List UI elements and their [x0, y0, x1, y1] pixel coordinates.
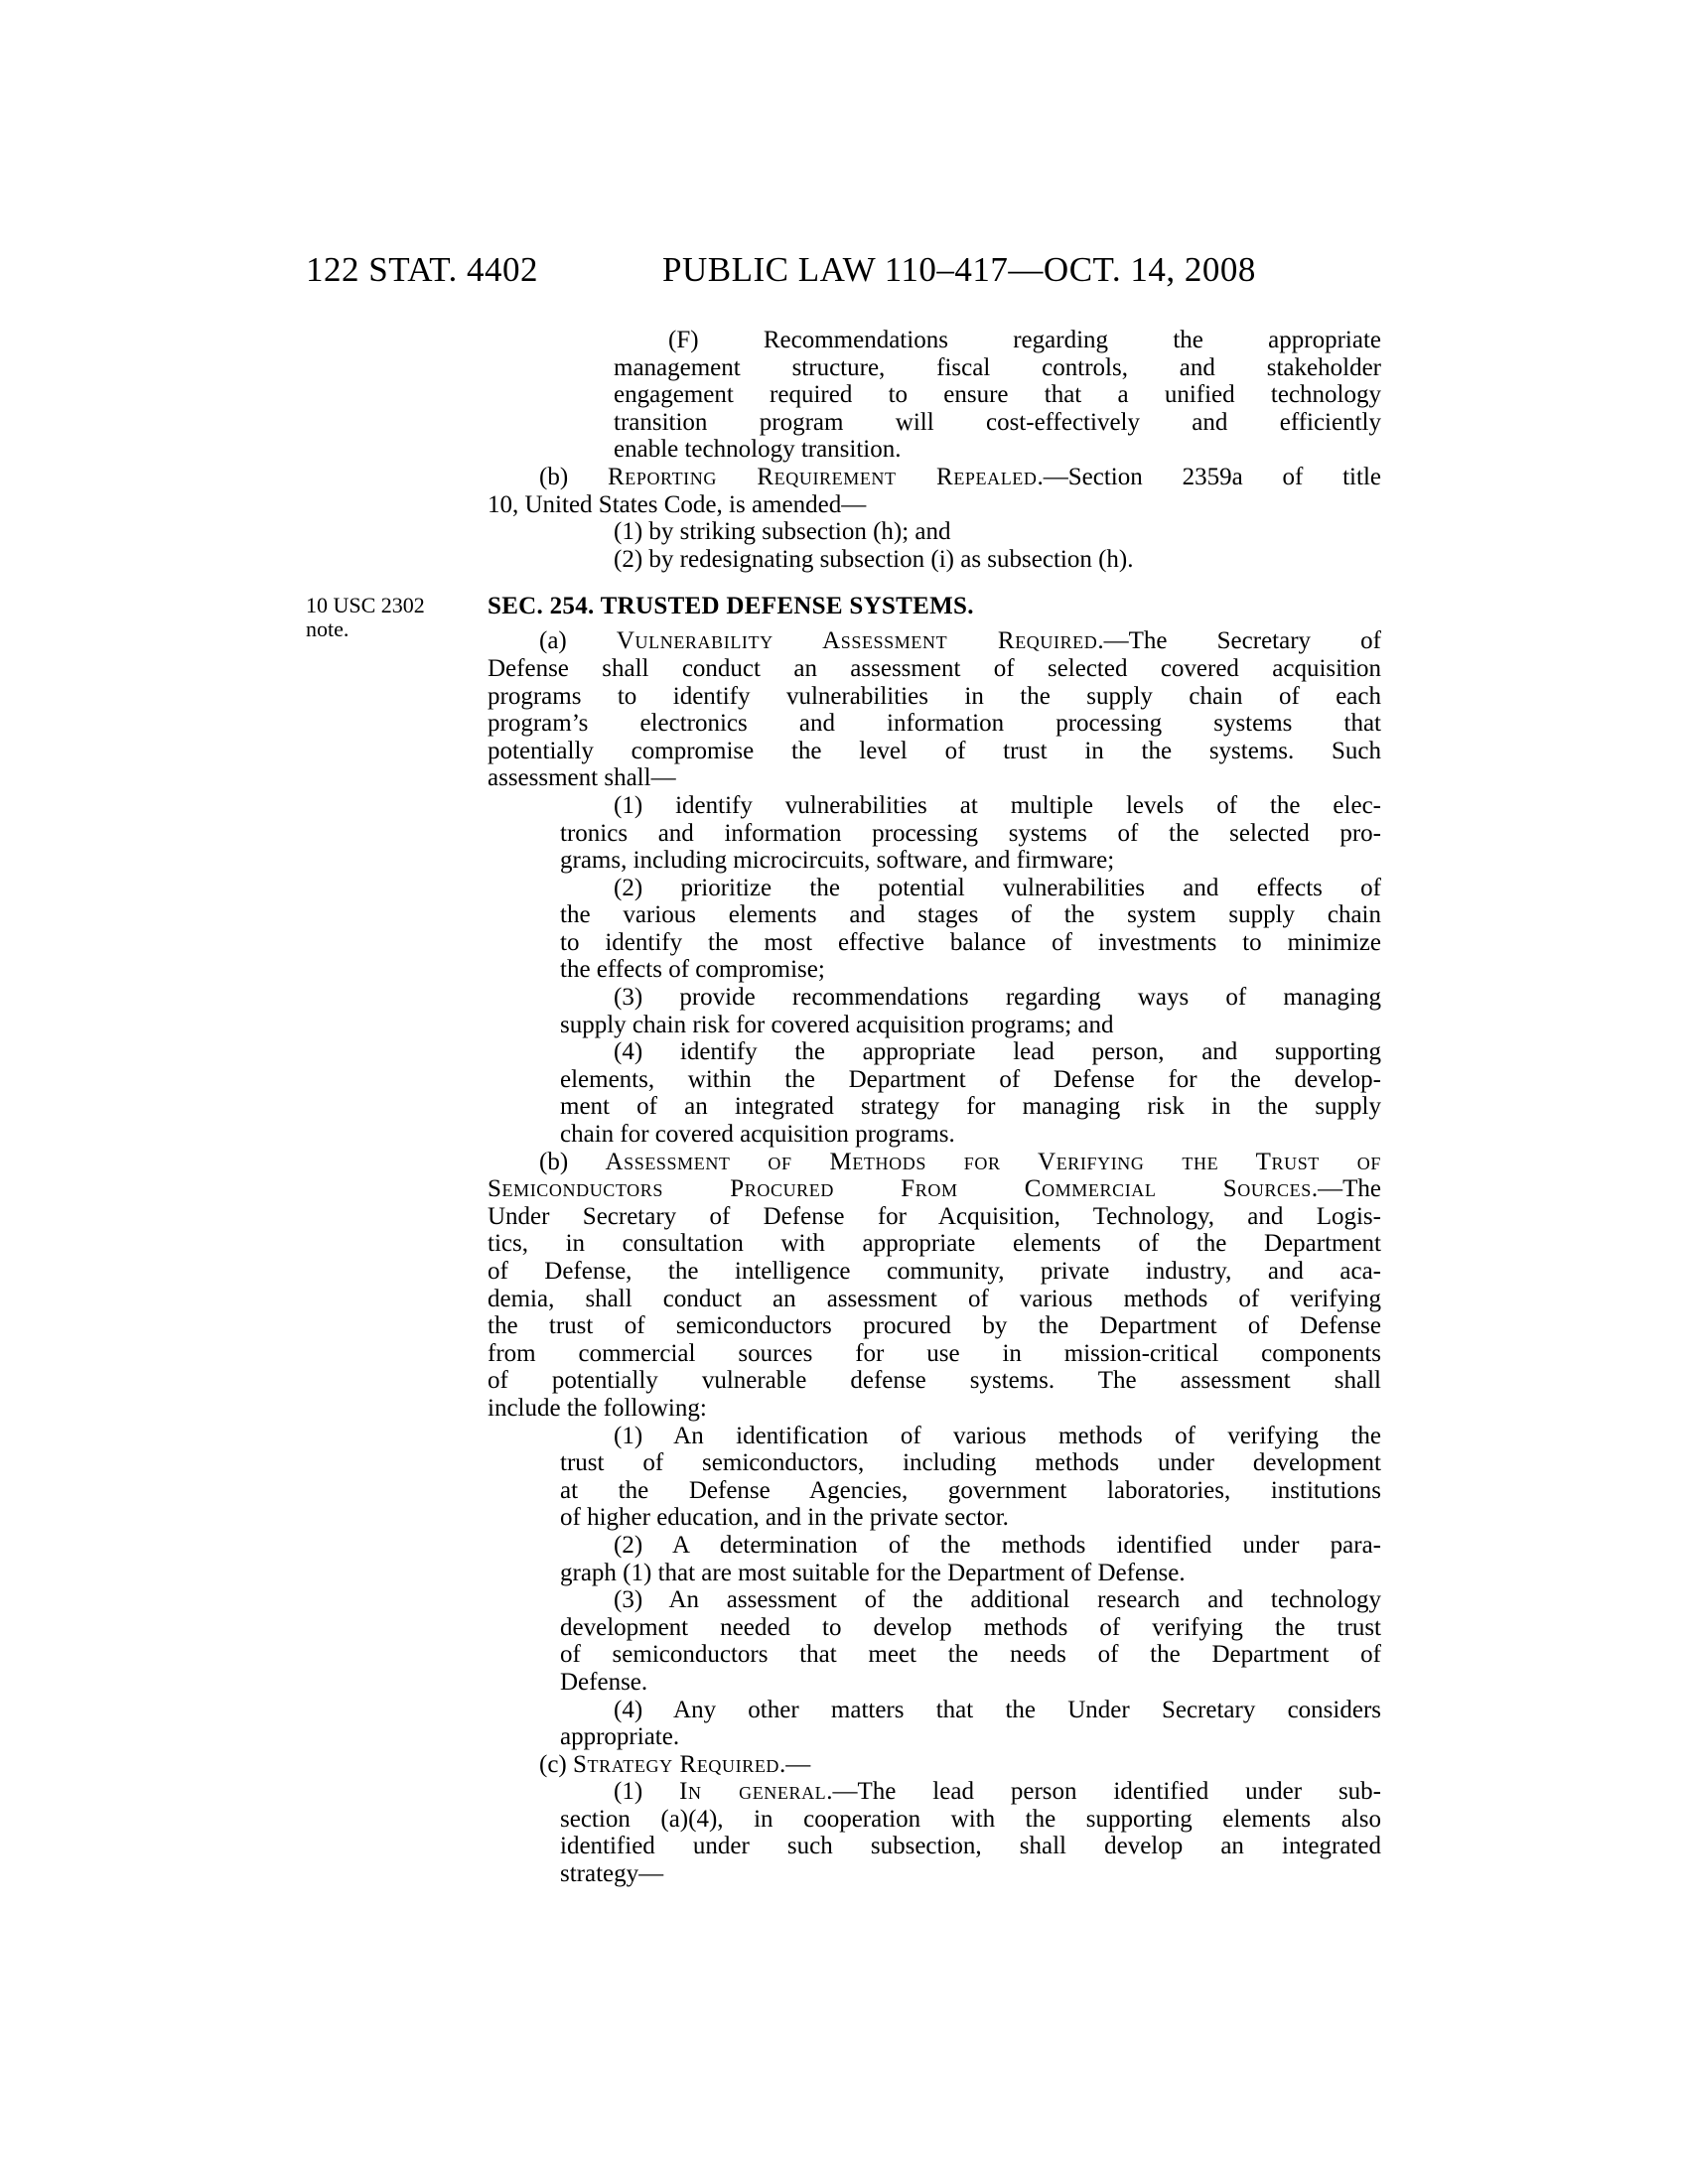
- text-line: [488, 1697, 1381, 1724]
- page-number-stat-citation: 122 STAT. 4402: [306, 250, 538, 289]
- text-line: [488, 1477, 1381, 1505]
- text-segment: (3) provide recommendations regarding ways of managing: [614, 984, 1381, 1012]
- text-segment: demia, shall conduct an assessment of various methods of verifying: [488, 1285, 1381, 1312]
- text-line: [488, 1203, 1381, 1231]
- text-segment: ment of an integrated strategy for managing risk in the supply: [560, 1093, 1381, 1121]
- text-line: [488, 847, 1381, 875]
- paragraph: [488, 546, 1381, 574]
- text-line: [488, 1286, 1381, 1313]
- paragraph: [488, 1149, 1381, 1423]
- text-segment: (4) identify the appropriate lead person, and supporting: [614, 1038, 1381, 1066]
- text-line: [488, 1258, 1381, 1286]
- public-law-running-head: PUBLIC LAW 110–417—OCT. 14, 2008: [662, 250, 1256, 289]
- text-segment: from commercial sources for use in mission-critical components: [488, 1339, 1381, 1367]
- text-segment: .—The Secretary of: [1097, 627, 1382, 655]
- text-line: [488, 655, 1381, 683]
- paragraph: [488, 875, 1381, 984]
- text-segment: elements, within the Department of Defense for the develop-: [560, 1065, 1381, 1093]
- text-line: [488, 354, 1381, 382]
- text-line: [488, 875, 1381, 902]
- text-line: [488, 683, 1381, 711]
- text-line: [488, 956, 1381, 984]
- small-caps-phrase: Vulnerability Assessment Required: [616, 627, 1098, 655]
- text-segment: include the following:: [488, 1394, 707, 1422]
- text-line: [488, 1093, 1381, 1121]
- text-line: [488, 381, 1381, 409]
- text-segment: to identify the most effective balance of investments to minimize: [560, 928, 1381, 956]
- paragraph: [488, 1778, 1381, 1887]
- text-segment: (1) An identification of various methods of verifying the: [614, 1422, 1381, 1449]
- text-line: [488, 1066, 1381, 1094]
- margin-note-line-1: 10 USC 2302: [306, 593, 425, 617]
- text-segment: graph (1) that are most suitable for the Department of Defense.: [560, 1559, 1186, 1586]
- text-segment: the effects of compromise;: [560, 956, 825, 984]
- margin-note-line-2: note.: [306, 616, 350, 641]
- text-line: [488, 1038, 1381, 1066]
- text-segment: (b): [539, 463, 608, 490]
- text-line: [488, 464, 1381, 491]
- text-segment: programs to identify vulnerabilities in the supply chain of each: [488, 682, 1381, 710]
- text-segment: potentially compromise the level of trust in the systems. Such: [488, 737, 1381, 764]
- text-line: [488, 764, 1381, 792]
- text-line: [488, 820, 1381, 848]
- small-caps-phrase: Reporting Requirement Repealed: [607, 463, 1038, 490]
- paragraph: [488, 1751, 1381, 1779]
- text-segment: enable technology transition.: [614, 436, 902, 464]
- section-heading: SEC. 254. TRUSTED DEFENSE SYSTEMS.: [488, 593, 974, 620]
- text-line: [488, 1230, 1381, 1258]
- text-segment: of Defense, the intelligence community, private industry, and aca-: [488, 1258, 1381, 1285]
- text-line: [488, 1395, 1381, 1423]
- text-segment: appropriate.: [560, 1723, 680, 1751]
- paragraph: [488, 1423, 1381, 1532]
- text-segment: program’s electronics and information processing systems that: [488, 710, 1381, 738]
- text-segment: Defense.: [560, 1668, 648, 1696]
- text-line: [488, 1340, 1381, 1368]
- small-caps-phrase: In general: [679, 1778, 827, 1806]
- text-line: [488, 1012, 1381, 1039]
- paragraph: [488, 464, 1381, 518]
- text-segment: development needed to develop methods of verifying the trust: [560, 1613, 1381, 1641]
- text-segment: (2) prioritize the potential vulnerabilities and effects of: [614, 874, 1381, 901]
- text-segment: supply chain risk for covered acquisition programs; and: [560, 1011, 1114, 1038]
- text-line: [488, 1778, 1381, 1806]
- text-line: [488, 1860, 1381, 1888]
- small-caps-phrase: Semiconductors Procured From Commercial Sources: [488, 1175, 1312, 1203]
- text-line: [488, 1121, 1381, 1149]
- text-segment: .—Section 2359a of title: [1037, 463, 1381, 490]
- text-segment: at the Defense Agencies, government laboratories, institutions: [560, 1476, 1381, 1504]
- text-segment: section (a)(4), in cooperation with the supporting elements also: [560, 1805, 1381, 1833]
- text-segment: (1): [614, 1778, 680, 1806]
- text-line: [488, 1449, 1381, 1477]
- text-line: [488, 1723, 1381, 1751]
- small-caps-phrase: Strategy Required: [573, 1750, 780, 1778]
- text-line: [488, 409, 1381, 437]
- text-line: [488, 1614, 1381, 1642]
- text-segment: transition program will cost-effectively and efficiently: [614, 408, 1381, 436]
- paragraph: [488, 1038, 1381, 1148]
- paragraph: [488, 1532, 1381, 1586]
- text-line: [488, 1833, 1381, 1860]
- text-line: [488, 1423, 1381, 1450]
- text-segment: 10, United States Code, is amended—: [488, 490, 867, 518]
- text-line: [488, 491, 1381, 519]
- text-line: [488, 1806, 1381, 1834]
- paragraph: [488, 627, 1381, 792]
- text-segment: the various elements and stages of the system supply chain: [560, 901, 1381, 929]
- text-segment: (a): [539, 627, 617, 655]
- text-segment: (1) identify vulnerabilities at multiple levels of the elec-: [614, 791, 1381, 819]
- paragraph: [488, 327, 1381, 464]
- text-line: [488, 984, 1381, 1012]
- body-paragraphs: [488, 327, 1381, 1888]
- text-line: [488, 710, 1381, 738]
- text-segment: (1) by striking subsection (h); and: [614, 518, 951, 546]
- text-line: [488, 327, 1381, 354]
- text-segment: of potentially vulnerable defense systems. The assessment shall: [488, 1367, 1381, 1395]
- text-line: [488, 546, 1381, 574]
- text-line: [488, 1532, 1381, 1560]
- text-line: [488, 1149, 1381, 1176]
- text-line: [488, 901, 1381, 929]
- text-line: [488, 1504, 1381, 1532]
- text-segment: (F) Recommendations regarding the appropriate: [668, 327, 1381, 353]
- text-line: [488, 436, 1381, 464]
- text-segment: (2) by redesignating subsection (i) as subsection (h).: [614, 545, 1134, 573]
- text-segment: .—The: [1311, 1175, 1381, 1203]
- text-line: [488, 518, 1381, 546]
- text-segment: chain for covered acquisition programs.: [560, 1121, 955, 1149]
- text-segment: assessment shall—: [488, 764, 676, 792]
- text-line: [488, 738, 1381, 765]
- text-line: [488, 1669, 1381, 1697]
- text-segment: .—: [779, 1750, 811, 1778]
- text-segment: (2) A determination of the methods identified under para-: [614, 1531, 1381, 1559]
- text-segment: tronics and information processing systems of the selected pro-: [560, 819, 1381, 847]
- text-segment: grams, including microcircuits, software, and firmware;: [560, 847, 1115, 875]
- text-segment: Under Secretary of Defense for Acquisition, Technology, and Logis-: [488, 1202, 1381, 1230]
- text-line: [488, 1586, 1381, 1614]
- text-segment: engagement required to ensure that a unified technology: [614, 381, 1381, 409]
- text-segment: tics, in consultation with appropriate elements of the Department: [488, 1230, 1381, 1258]
- text-segment: of higher education, and in the private sector.: [560, 1504, 1009, 1532]
- text-line: [488, 627, 1381, 655]
- text-line: [488, 1751, 1381, 1779]
- text-line: [488, 1560, 1381, 1587]
- paragraph: [488, 792, 1381, 875]
- text-line: [488, 1367, 1381, 1395]
- paragraph: [488, 1697, 1381, 1751]
- text-segment: (4) Any other matters that the Under Secretary considers: [614, 1696, 1381, 1723]
- small-caps-phrase: Assessment of Methods for Verifying the Trust of: [605, 1148, 1381, 1175]
- paragraph: [488, 984, 1381, 1038]
- text-segment: trust of semiconductors, including methods under development: [560, 1449, 1381, 1477]
- text-segment: strategy—: [560, 1860, 664, 1888]
- text-segment: management structure, fiscal controls, and stakeholder: [614, 353, 1381, 381]
- margin-note-usc-reference: [306, 594, 465, 641]
- text-line: [488, 1175, 1381, 1203]
- text-line: [488, 1641, 1381, 1669]
- text-segment: Defense shall conduct an assessment of selected covered acquisition: [488, 654, 1381, 682]
- text-segment: .—The lead person identified under sub-: [826, 1778, 1381, 1806]
- text-line: [488, 1312, 1381, 1340]
- text-line: [488, 792, 1381, 820]
- text-segment: (c): [539, 1750, 573, 1778]
- text-segment: identified under such subsection, shall develop an integrated: [560, 1833, 1381, 1860]
- text-line: [488, 929, 1381, 957]
- text-segment: (b): [539, 1148, 606, 1175]
- text-segment: the trust of semiconductors procured by the Department of Defense: [488, 1312, 1381, 1340]
- text-segment: (3) An assessment of the additional research and technology: [614, 1586, 1381, 1614]
- paragraph: [488, 1586, 1381, 1696]
- text-segment: of semiconductors that meet the needs of the Department of: [560, 1641, 1381, 1669]
- paragraph: [488, 518, 1381, 546]
